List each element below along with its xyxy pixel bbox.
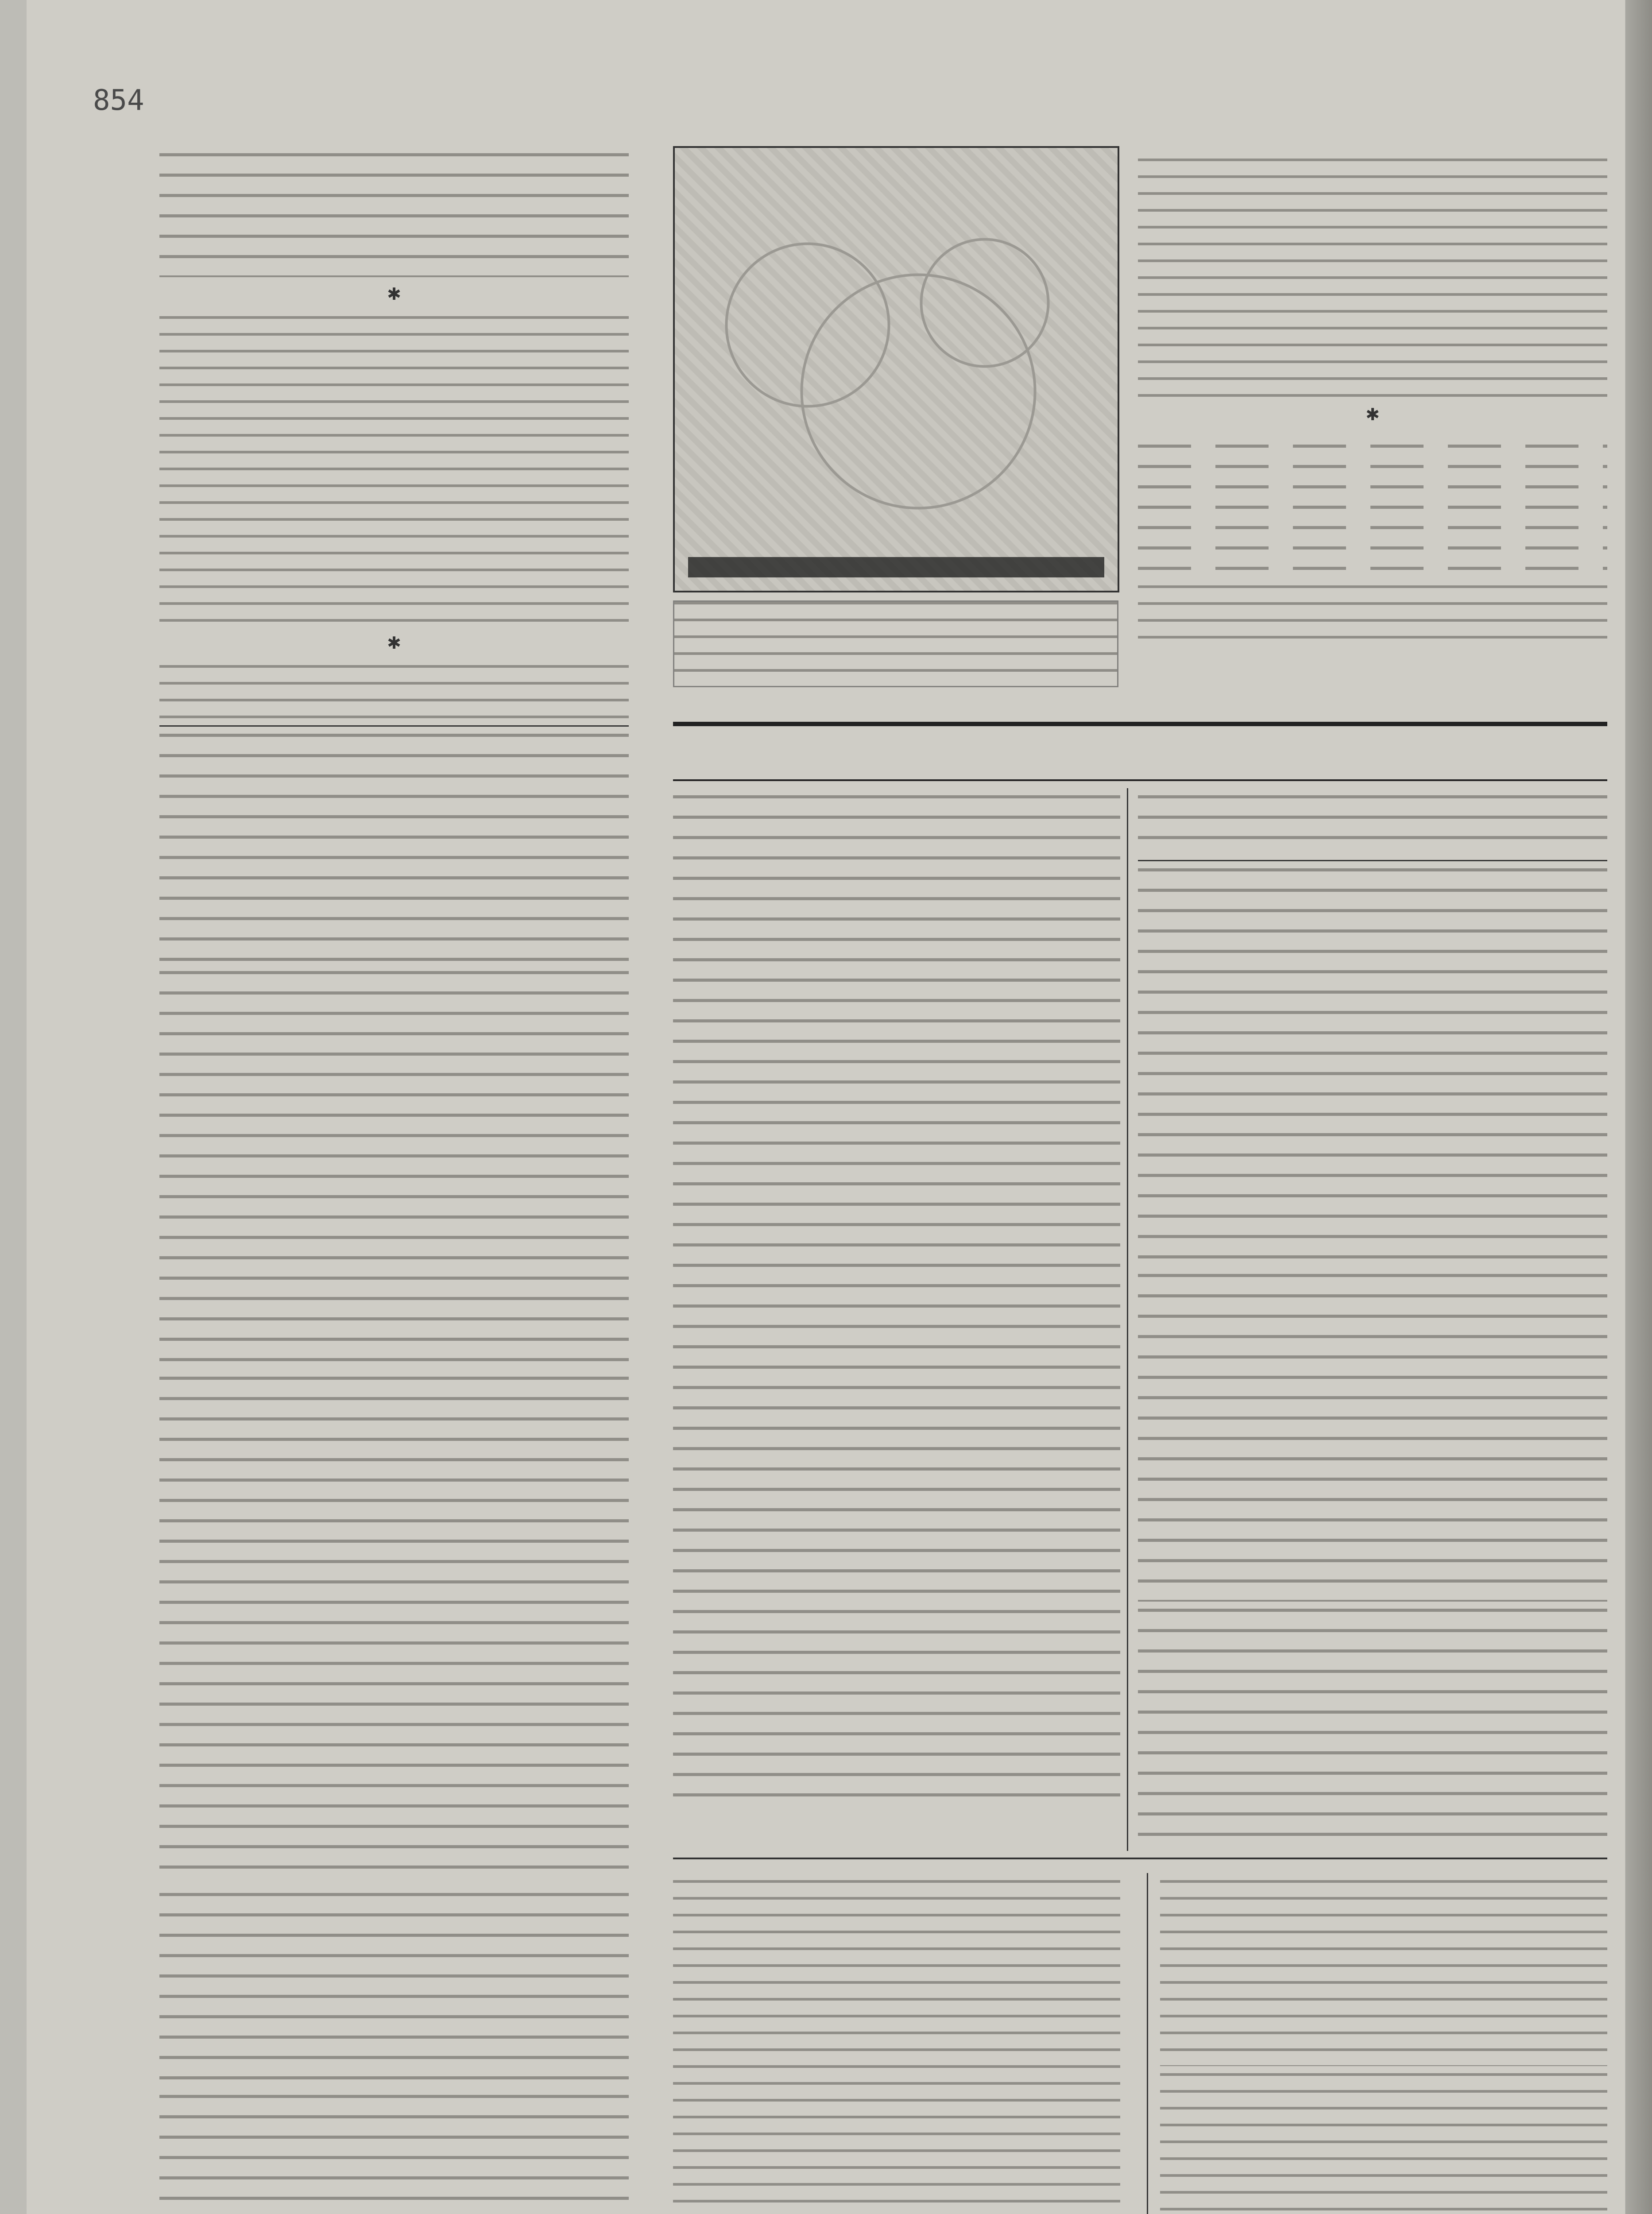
column-center-top bbox=[673, 146, 1116, 687]
bottom-article-left bbox=[673, 1873, 1120, 2214]
article-body bbox=[1138, 868, 1607, 1267]
table-row bbox=[1138, 518, 1607, 536]
column-divider bbox=[1127, 788, 1128, 1851]
article-body bbox=[673, 795, 1120, 1814]
table-row bbox=[1138, 477, 1607, 495]
main-article-left bbox=[673, 788, 1120, 1821]
main-headline bbox=[673, 722, 1607, 781]
newspaper-page bbox=[27, 0, 1625, 2214]
column-divider bbox=[1147, 1873, 1148, 2214]
article-body bbox=[1138, 585, 1607, 647]
section-ornament: ✱ bbox=[387, 633, 401, 653]
article-body bbox=[159, 1377, 629, 1886]
table-row bbox=[1138, 559, 1607, 577]
column-right-top bbox=[1138, 146, 1607, 654]
weather-map bbox=[673, 146, 1119, 592]
article-body bbox=[159, 2095, 629, 2214]
page-number: 854 bbox=[93, 84, 144, 117]
map-legend bbox=[673, 600, 1118, 687]
article-body bbox=[159, 665, 629, 718]
section-ornament: ✱ bbox=[1366, 405, 1380, 424]
article-body bbox=[1138, 795, 1607, 853]
article-body bbox=[1160, 2073, 1607, 2214]
table-row bbox=[1138, 437, 1607, 454]
main-article-right bbox=[1138, 788, 1607, 1855]
bottom-article-right bbox=[1160, 1873, 1607, 2214]
article-body bbox=[1138, 1274, 1607, 1602]
table-row bbox=[1138, 538, 1607, 556]
article-body bbox=[159, 971, 629, 1370]
article-body bbox=[159, 1893, 629, 2088]
page-binding bbox=[1625, 0, 1652, 2214]
map-caption bbox=[688, 557, 1104, 577]
divider bbox=[159, 725, 629, 727]
article-body bbox=[1160, 1880, 1607, 2066]
article-body bbox=[1138, 159, 1607, 398]
divider bbox=[1138, 860, 1607, 861]
article-body bbox=[159, 734, 629, 964]
table-row bbox=[1138, 498, 1607, 515]
column-left bbox=[159, 146, 629, 2214]
weather-table bbox=[1138, 437, 1607, 577]
article-body bbox=[159, 153, 629, 277]
section-ornament: ✱ bbox=[387, 284, 401, 304]
article-body bbox=[159, 316, 629, 626]
section-divider bbox=[673, 1858, 1607, 1859]
article-body bbox=[1138, 1609, 1607, 1848]
table-row bbox=[1138, 457, 1607, 475]
article-body bbox=[673, 1880, 1120, 2214]
